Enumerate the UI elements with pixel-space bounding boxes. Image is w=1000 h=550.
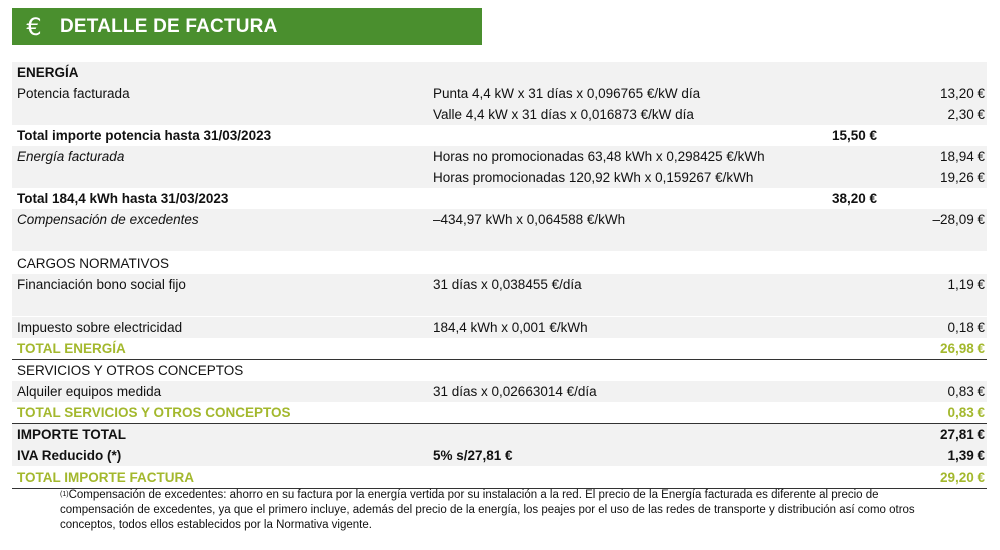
row-amount: 27,81 € [939, 427, 985, 442]
row-iva [12, 445, 987, 466]
row-amount: 18,94 € [939, 149, 985, 164]
header-title: DETALLE DE FACTURA [60, 15, 278, 37]
section-servicios [12, 360, 987, 381]
row-spacer [12, 295, 987, 316]
row-detail: Horas promocionadas 120,92 kWh x 0,159267 €/kWh [433, 170, 754, 185]
row-amount: 1,19 € [947, 277, 985, 292]
section-energy [12, 62, 987, 83]
row-detail: 5% s/27,81 € [433, 448, 513, 463]
row-label: Total importe potencia hasta 31/03/2023 [17, 128, 272, 143]
row-total-energia [12, 338, 987, 360]
row-detail: Valle 4,4 kW x 31 días x 0,016873 €/kW día [433, 107, 694, 122]
footnote [60, 488, 920, 533]
row-label: Compensación de excedentes [17, 212, 199, 227]
euro-icon: € [26, 12, 42, 41]
row-amount: 13,20 € [939, 86, 985, 101]
row-label: SERVICIOS Y OTROS CONCEPTOS [17, 363, 244, 378]
row-potencia-punta [12, 83, 987, 104]
row-label: Energía facturada [17, 149, 125, 164]
row-detail: 31 días x 0,038455 €/día [433, 277, 582, 292]
row-label: Impuesto sobre electricidad [17, 320, 183, 335]
row-bono-social [12, 274, 987, 295]
row-amount: 29,20 € [939, 470, 985, 485]
row-potencia-valle [12, 104, 987, 125]
row-amount: 2,30 € [947, 107, 985, 122]
row-energia-promo [12, 167, 987, 188]
row-label: TOTAL SERVICIOS Y OTROS CONCEPTOS [17, 405, 291, 420]
row-detail: –434,97 kWh x 0,064588 €/kWh [433, 212, 626, 227]
row-subtotal: 15,50 € [831, 128, 877, 143]
row-impuesto-electricidad [12, 317, 987, 338]
row-label: IMPORTE TOTAL [17, 427, 126, 442]
row-amount: 1,39 € [947, 448, 985, 463]
row-label: Financiación bono social fijo [17, 277, 186, 292]
row-label: IVA Reducido (*) [17, 448, 122, 463]
row-amount: 0,18 € [947, 320, 985, 335]
row-label: Potencia facturada [17, 86, 130, 101]
row-total-potencia [12, 125, 987, 146]
row-amount: –28,09 € [932, 212, 985, 227]
row-detail: 31 días x 0,02663014 €/día [433, 384, 597, 399]
row-subtotal: 38,20 € [831, 191, 877, 206]
section-cargos-normativos [12, 253, 987, 274]
row-total-importe-factura [12, 467, 987, 489]
footnote-marker: (1) [60, 491, 69, 498]
row-alquiler-equipos [12, 381, 987, 402]
row-amount: 26,98 € [939, 341, 985, 356]
row-detail: Horas no promocionadas 63,48 kWh x 0,298425 €/kWh [433, 149, 765, 164]
row-label: TOTAL ENERGÍA [17, 341, 126, 356]
row-label: Total 184,4 kWh hasta 31/03/2023 [17, 191, 229, 206]
row-amount: 19,26 € [939, 170, 985, 185]
row-total-servicios [12, 402, 987, 424]
row-total-energia-kwh [12, 188, 987, 209]
row-label: ENERGÍA [17, 65, 79, 80]
row-label: Alquiler equipos medida [17, 384, 162, 399]
row-spacer [12, 230, 987, 251]
row-label: CARGOS NORMATIVOS [17, 256, 170, 271]
row-importe-total [12, 424, 987, 445]
row-compensacion [12, 209, 987, 230]
row-detail: Punta 4,4 kW x 31 días x 0,096765 €/kW día [433, 86, 701, 101]
row-label: TOTAL IMPORTE FACTURA [17, 470, 194, 485]
footnote-text: Compensación de excedentes: ahorro en su factura por la energía vertida por su instalación a la red. El precio de la Energía facturada es diferente al precio de compensación de excedentes, ya que el primero incluye, además del precio de la energía, los peajes por el uso de las redes de transporte y distribución así como otros conceptos, todos ellos establecidos por la Normativa vigente. [60, 489, 915, 531]
row-amount: 0,83 € [947, 405, 985, 420]
row-amount: 0,83 € [947, 384, 985, 399]
row-energia-no-promo [12, 146, 987, 167]
invoice-detail-header [12, 8, 482, 45]
row-detail: 184,4 kWh x 0,001 €/kWh [433, 320, 588, 335]
